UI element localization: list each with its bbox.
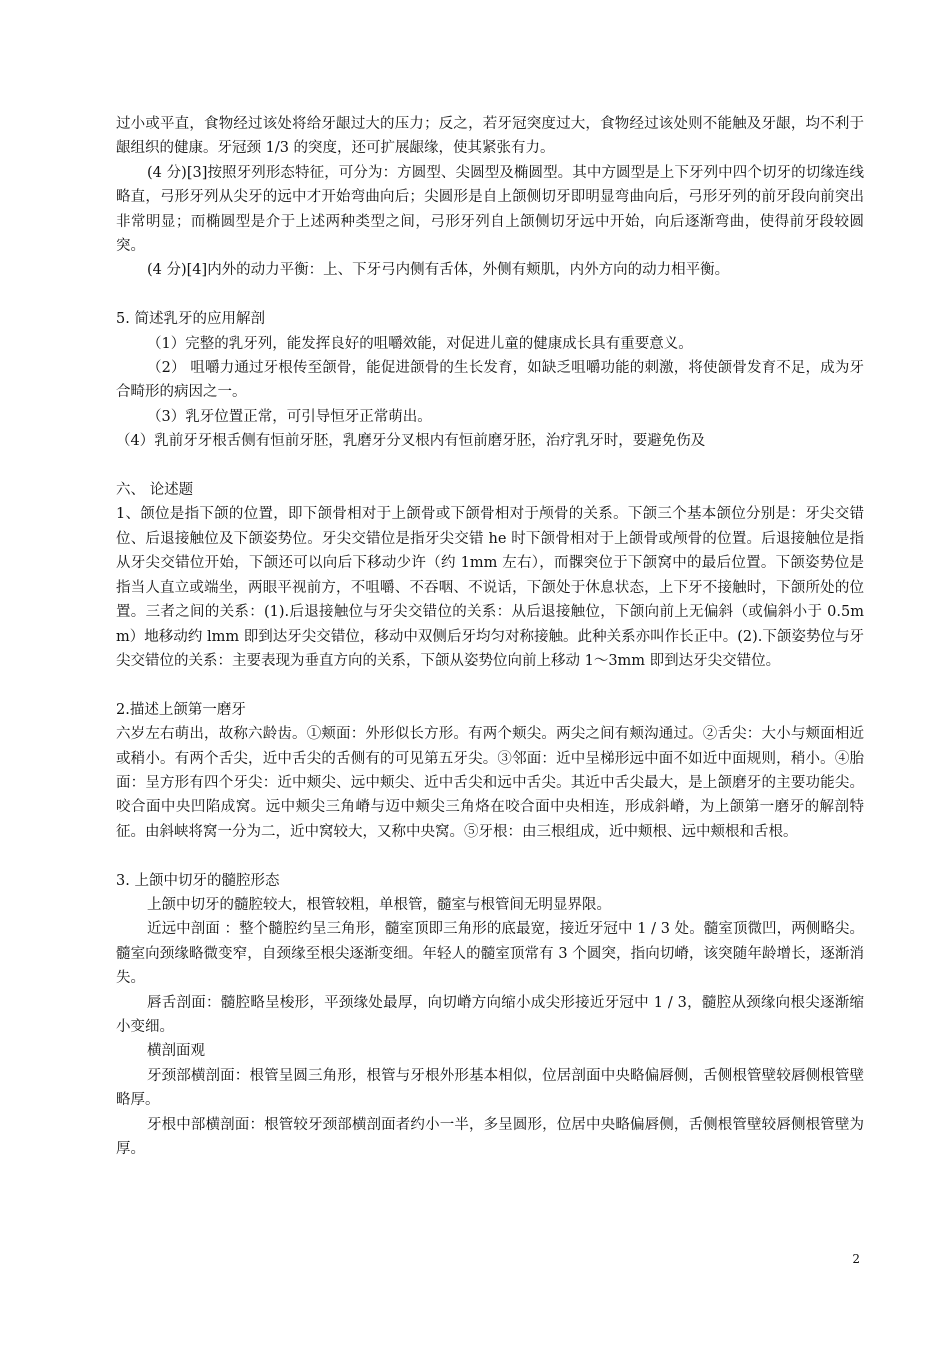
paragraph: 唇舌剖面：髓腔略呈梭形，平颈缘处最厚，向切嵴方向缩小成尖形接近牙冠中 1 / 3，髓腔从颈缘向根尖逐渐缩小变细。 [116,994,864,1035]
blank-line [116,844,864,868]
section-heading: 2.描述上颌第一磨牙 [116,701,246,718]
page-number: 2 [852,1252,860,1266]
blank-line [116,283,864,307]
document-body [116,112,864,1161]
paragraph: （4）乳前牙牙根舌侧有恒前牙胚，乳磨牙分叉根内有恒前磨牙胚，治疗乳牙时，要避免伤及 [116,433,706,450]
paragraph: （2） 咀嚼力通过牙根传至颌骨，能促进颌骨的生长发育，如缺乏咀嚼功能的刺激，将使颌骨发育不足，成为牙合畸形的病因之一。 [116,360,864,401]
section-heading: 5. 简述乳牙的应用解剖 [116,311,265,328]
paragraph: 六岁左右萌出，故称六龄齿。①颊面：外形似长方形。有两个颊尖。两尖之间有颊沟通过。②舌尖：大小与颊面相近或稍小。有两个舌尖，近中舌尖的舌侧有的可见第五牙尖。③邻面：近中呈梯形远中面不如近中面规则，稍小。④胎面：呈方形有四个牙尖：近中颊尖、远中颊尖、近中舌尖和远中舌尖。其近中舌尖最大，是上颌磨牙的主要功能尖。咬合面中央凹陷成窝。远中颊尖三角嵴与迈中颊尖三角烙在咬合面中央相连，形成斜嵴，为上颌第一磨牙的解剖特征。由斜峡将窝一分为二，近中窝较大，又称中央窝。⑤牙根：由三根组成，近中颊根、远中颊根和舌根。 [116,726,864,840]
paragraph: 上颌中切牙的髓腔较大，根管较粗，单根管，髓室与根管间无明显界限。 [147,896,611,913]
subheading: 横剖面观 [147,1043,205,1060]
paragraph: 1、颌位是指下颌的位置，即下颌骨相对于上颌骨或下颌骨相对于颅骨的关系。下颌三个基本颌位分别是：牙尖交错位、后退接触位及下颌姿势位。牙尖交错位是指牙尖交错 he 时下颌骨相对于上颌骨或颅骨的位置。后退接触位是指从牙尖交错位开始，下颌还可以向后下移动少许（约 1mm 左右），而髁突位于下颌窝中的最后位置。下颌姿势位是指当人直立或端坐，两眼平视前方，不咀嚼、不吞咽、不说话，下颌处于休息状态，上下牙不接触时，下颌所处的位置。三者之间的关系：(1).后退接触位与牙尖交错位的关系：从后退接触位，下颌向前上无偏斜（或偏斜小于 0.5mm）地移动约 lmm 即到达牙尖交错位，移动中双侧后牙均匀对称接触。此种关系亦叫作长正中。(2).下颌姿势位与牙尖交错位的关系：主要表现为垂直方向的关系，下颌从姿势位向前上移动 1～3mm 即到达牙尖交错位。 [116,506,864,669]
paragraph: （3）乳牙位置正常，可引导恒牙正常萌出。 [147,408,432,425]
blank-line [116,673,864,697]
paragraph: (4 分)[3]按照牙列形态特征，可分为：方圆型、尖圆型及椭圆型。其中方圆型是上下牙列中四个切牙的切缘连线略直，弓形牙列从尖牙的远中才开始弯曲向后；尖圆形是自上颌侧切牙即明显弯曲向后，弓形牙列的前牙段向前突出非常明显；而椭圆型是介于上述两种类型之间，弓形牙列自上颌侧切牙远中开始，向后逐渐弯曲，使得前牙段较圆突。 [116,164,864,255]
paragraph: 牙根中部横剖面：根管较牙颈部横剖面者约小一半，多呈圆形，位居中央略偏唇侧，舌侧根管壁较唇侧根管壁为厚。 [116,1116,864,1157]
paragraph: 牙颈部横剖面：根管呈圆三角形，根管与牙根外形基本相似，位居剖面中央略偏唇侧，舌侧根管壁较唇侧根管壁略厚。 [116,1067,864,1109]
section-heading: 3. 上颌中切牙的髓腔形态 [116,872,280,889]
paragraph: （1）完整的乳牙列，能发挥良好的咀嚼效能，对促进儿童的健康成长具有重要意义。 [147,335,693,352]
blank-line [116,454,864,478]
section-heading: 六、 论述题 [116,482,194,499]
paragraph: (4 分)[4]内外的动力平衡：上、下牙弓内侧有舌体，外侧有颊肌，内外方向的动力相平衡。 [147,262,730,279]
paragraph: 过小或平直，食物经过该处将给牙龈过大的压力；反之，若牙冠突度过大，食物经过该处则不能触及牙龈，均不利于龈组织的健康。牙冠颈 1/3 的突度，还可扩展龈缘，使其紧张有力。 [116,116,864,157]
paragraph: 近远中剖面 ：整个髓腔约呈三角形，髓室顶即三角形的底最宽，接近牙冠中 1 / 3 处。髓室顶微凹，两侧略尖。髓室向颈缘略微变窄，自颈缘至根尖逐渐变细。年轻人的髓室顶常有 3 个圆突，指向切嵴，该突随年龄增长，逐渐消失。 [116,921,864,987]
